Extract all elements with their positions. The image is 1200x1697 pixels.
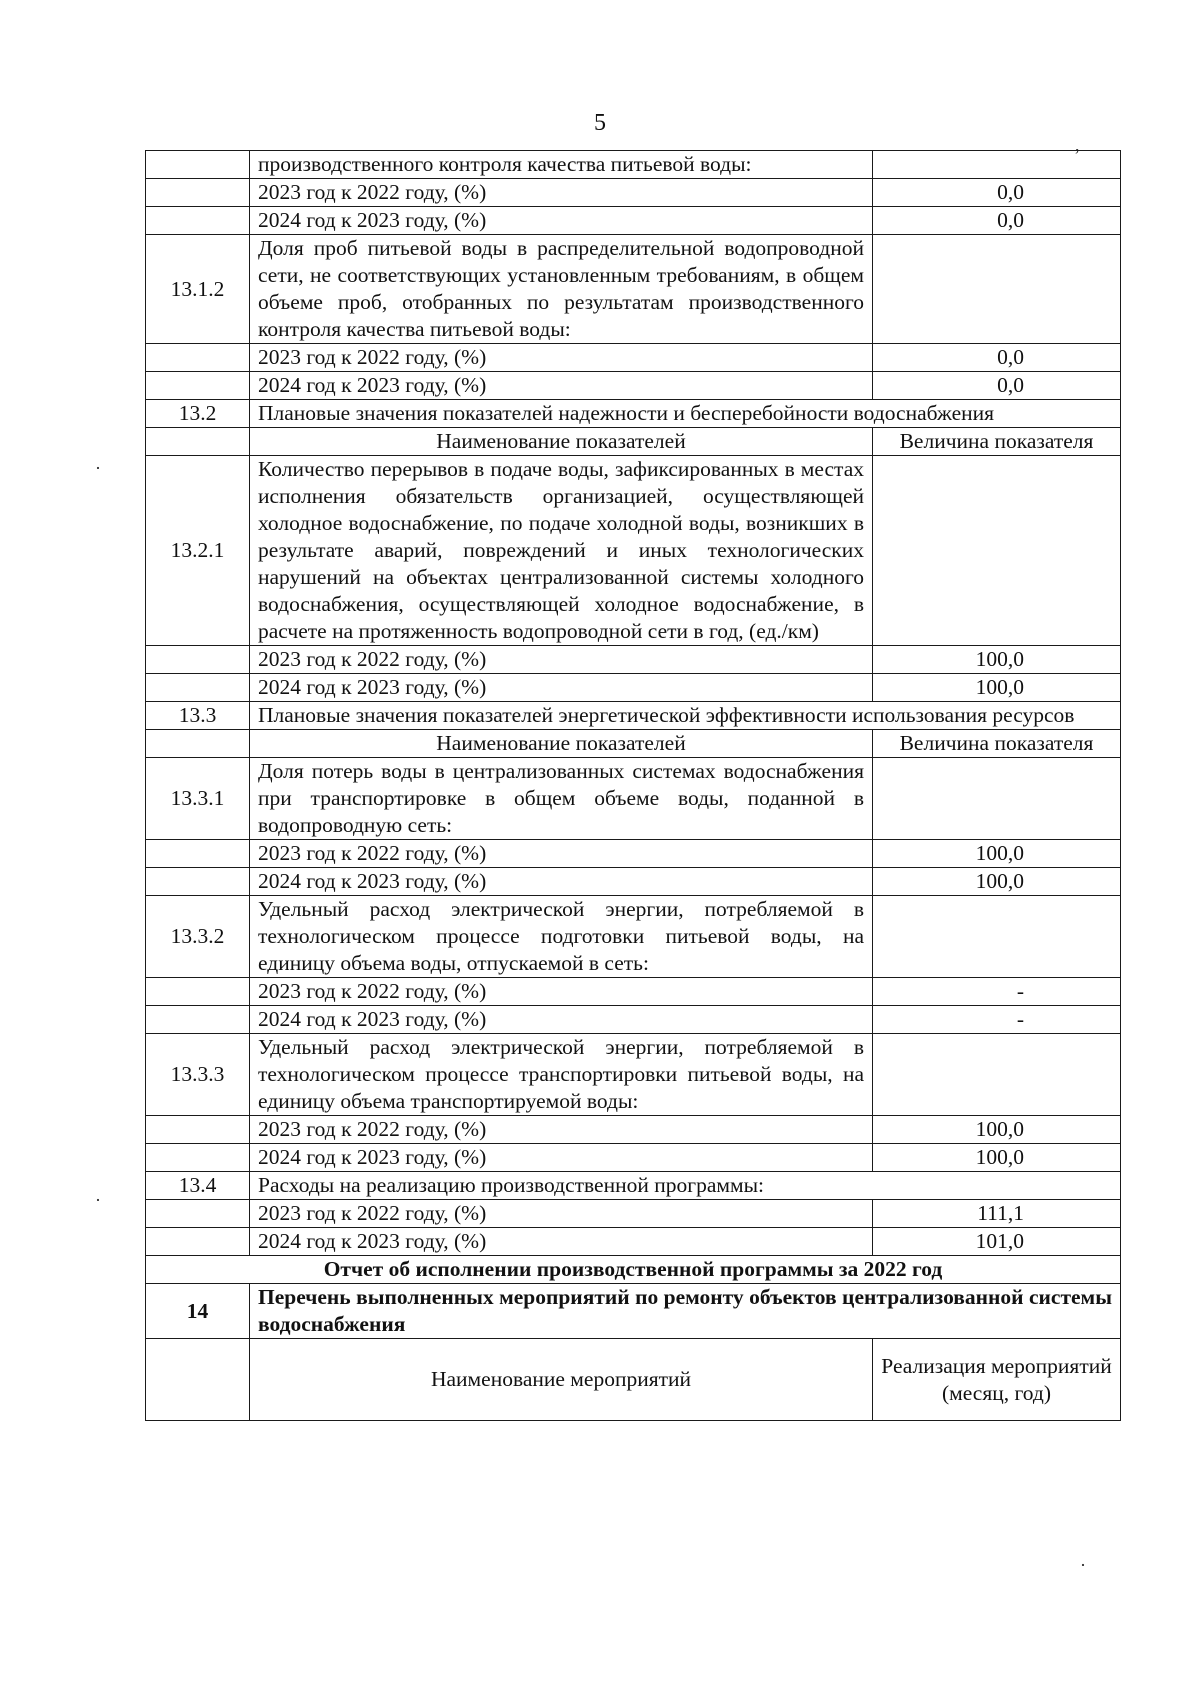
value-cell: [873, 151, 1121, 179]
table-row: [146, 868, 1121, 896]
table-header-row: [146, 428, 1121, 456]
value-cell: [873, 456, 1121, 646]
column-header-value: Величина показателя: [873, 730, 1121, 758]
report-heading-row: [146, 1256, 1121, 1284]
table-row: [146, 1228, 1121, 1256]
value-cell: 101,0: [873, 1228, 1121, 1256]
indicator-text-cell: производственного контроля качества питьевой воды:: [250, 151, 873, 179]
value-cell: 100,0: [873, 674, 1121, 702]
indicators-table: [145, 150, 1121, 1421]
value-cell: -: [873, 1006, 1121, 1034]
column-header-value: Величина показателя: [873, 428, 1121, 456]
year-label: 2024 год к 2023 году, (%): [250, 868, 873, 896]
table-row: [146, 758, 1121, 840]
value-cell: 111,1: [873, 1200, 1121, 1228]
value-cell: 100,0: [873, 840, 1121, 868]
column-header-name: Наименование показателей: [250, 428, 873, 456]
scan-mark: ·: [95, 1190, 101, 1210]
table-row: [146, 1006, 1121, 1034]
year-label: 2023 год к 2022 году, (%): [250, 179, 873, 207]
year-label: 2024 год к 2023 году, (%): [250, 207, 873, 235]
section-title-cell: Плановые значения показателей энергетической эффективности использования ресурсов: [250, 702, 1121, 730]
table-row: [146, 646, 1121, 674]
year-label: 2023 год к 2022 году, (%): [250, 840, 873, 868]
year-label: 2023 год к 2022 году, (%): [250, 1116, 873, 1144]
table-row: [146, 1172, 1121, 1200]
value-cell: 0,0: [873, 344, 1121, 372]
column-header-name: Наименование мероприятий: [250, 1339, 873, 1421]
section-title-cell: Перечень выполненных мероприятий по ремонту объектов централизованной системы водоснабжения: [250, 1284, 1121, 1339]
column-header-value: Реализация мероприятий (месяц, год): [873, 1339, 1121, 1421]
report-heading: Отчет об исполнении производственной программы за 2022 год: [146, 1256, 1121, 1284]
table-row: [146, 400, 1121, 428]
table-row: [146, 1144, 1121, 1172]
indicator-text-cell: Доля проб питьевой воды в распределительной водопроводной сети, не соответствующих установленным требованиям, в общем объеме проб, отобранных по результатам производственного контроля качества питьевой воды:: [250, 235, 873, 344]
row-number-cell: 13.4: [146, 1172, 250, 1200]
table-row: [146, 674, 1121, 702]
section-title-cell: Плановые значения показателей надежности и бесперебойности водоснабжения: [250, 400, 1121, 428]
table-row: [146, 344, 1121, 372]
year-label: 2024 год к 2023 году, (%): [250, 1228, 873, 1256]
value-cell: [873, 758, 1121, 840]
row-number-cell: 13.1.2: [146, 235, 250, 344]
value-cell: 0,0: [873, 207, 1121, 235]
table-row: [146, 456, 1121, 646]
value-cell: 0,0: [873, 372, 1121, 400]
row-number-cell: [146, 151, 250, 179]
year-label: 2023 год к 2022 году, (%): [250, 978, 873, 1006]
indicator-text-cell: Количество перерывов в подаче воды, зафиксированных в местах исполнения обязательств организацией, осуществляющей холодное водоснабжение, по подаче холодной воды, возникших в результате аварий, повреждений и иных технологических нарушений на объектах централизованной системы холодного водоснабжения, осуществляющей холодное водоснабжение, в расчете на протяженность водопроводной сети в год, (ед./км): [250, 456, 873, 646]
value-cell: [873, 1034, 1121, 1116]
table-row: [146, 840, 1121, 868]
year-label: 2023 год к 2022 году, (%): [250, 646, 873, 674]
row-number-cell: 13.2: [146, 400, 250, 428]
year-label: 2024 год к 2023 году, (%): [250, 372, 873, 400]
value-cell: -: [873, 978, 1121, 1006]
table-row: [146, 1116, 1121, 1144]
table-row: [146, 151, 1121, 179]
table-header-row: [146, 730, 1121, 758]
table-row: [146, 1200, 1121, 1228]
year-label: 2024 год к 2023 году, (%): [250, 1006, 873, 1034]
row-number-cell: 13.3.3: [146, 1034, 250, 1116]
row-number-cell: 13.3.2: [146, 896, 250, 978]
table-row: [146, 702, 1121, 730]
table-row: [146, 179, 1121, 207]
table-row: [146, 896, 1121, 978]
scan-mark: ,: [1075, 135, 1080, 155]
value-cell: 100,0: [873, 868, 1121, 896]
scan-mark: ·: [95, 458, 101, 478]
value-cell: 0,0: [873, 179, 1121, 207]
year-label: 2024 год к 2023 году, (%): [250, 1144, 873, 1172]
year-label: 2023 год к 2022 году, (%): [250, 1200, 873, 1228]
table-row: [146, 1034, 1121, 1116]
year-label: 2024 год к 2023 году, (%): [250, 674, 873, 702]
table-row: [146, 235, 1121, 344]
row-number-cell: 13.3: [146, 702, 250, 730]
value-cell: 100,0: [873, 1144, 1121, 1172]
value-cell: [873, 896, 1121, 978]
indicator-text-cell: Удельный расход электрической энергии, потребляемой в технологическом процессе подготовки питьевой воды, на единицу объема воды, отпускаемой в сеть:: [250, 896, 873, 978]
row-number-cell: 13.3.1: [146, 758, 250, 840]
table-row: [146, 207, 1121, 235]
scan-mark: ·: [1080, 1555, 1086, 1575]
value-cell: 100,0: [873, 1116, 1121, 1144]
indicator-text-cell: Удельный расход электрической энергии, потребляемой в технологическом процессе транспортировки питьевой воды, на единицу объема транспортируемой воды:: [250, 1034, 873, 1116]
table-row: [146, 978, 1121, 1006]
table-header-row: [146, 1339, 1121, 1421]
page-number: 5: [594, 110, 606, 136]
row-number-cell: 14: [146, 1284, 250, 1339]
row-number-cell: 13.2.1: [146, 456, 250, 646]
table-row: [146, 1284, 1121, 1339]
value-cell: [873, 235, 1121, 344]
year-label: 2023 год к 2022 году, (%): [250, 344, 873, 372]
indicator-text-cell: Доля потерь воды в централизованных системах водоснабжения при транспортировке в общем объеме воды, поданной в водопроводную сеть:: [250, 758, 873, 840]
column-header-name: Наименование показателей: [250, 730, 873, 758]
value-cell: 100,0: [873, 646, 1121, 674]
section-title-cell: Расходы на реализацию производственной программы:: [250, 1172, 1121, 1200]
table-row: [146, 372, 1121, 400]
